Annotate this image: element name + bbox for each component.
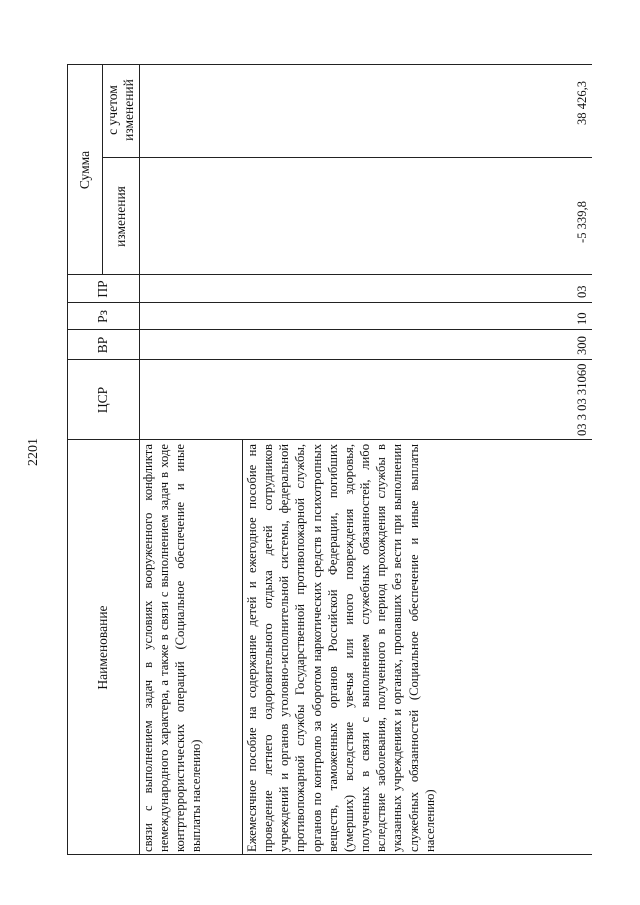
col-divider-rz bbox=[67, 302, 592, 303]
header-changes: изменения bbox=[112, 186, 128, 247]
header-with-changes: с учетом изменений bbox=[104, 79, 136, 141]
header-vr: ВР bbox=[95, 336, 110, 354]
col-divider-pr bbox=[67, 274, 592, 275]
row-2-csr: 03 3 03 31060 bbox=[575, 363, 589, 436]
row-divider bbox=[242, 440, 243, 855]
page-number: 2201 bbox=[26, 438, 41, 466]
row-2-rz: 10 bbox=[575, 312, 589, 325]
row-2-name: Ежемесячное пособие на содержание детей и ежегодное пособие на проведение летнего оздоровительного отдыха детей сотрудников учреждений и органов уголовно-исполнительной системы, федеральной противопожарной службы Государственной противопожарной службы, органов по контролю за оборотом наркотических средств и психотропных веществ, таможенных органов Российской Федерации, погибших (умерших) вследствие увечья или иного повреждения здоровья, полученных в связи с выполнением служебных обязанностей, либо вследствие заболевания, полученного в период прохождения службы в указанных учреждениях и органах, пропавших без вести при выполнении служебных обязанностей (Социальное обеспечение и иные выплаты населению) bbox=[245, 444, 437, 852]
col-divider-vr bbox=[67, 329, 592, 330]
row-2-vr: 300 bbox=[575, 336, 589, 355]
header-rz: Рз bbox=[95, 310, 110, 323]
budget-table bbox=[67, 65, 592, 855]
header-name: Наименование bbox=[95, 605, 110, 690]
col-divider-sum bbox=[102, 157, 592, 158]
row-1-name: связи с выполнением задач в условиях вооруженного конфликта немеждународного характера, а также в связи с выполнением задач в ходе контртеррористических операций (Социальное обеспечение и иные выплаты населению) bbox=[141, 444, 204, 852]
col-divider-csr bbox=[67, 359, 592, 360]
row-2-total: 38 426,3 bbox=[575, 80, 589, 125]
header-pr: ПР bbox=[95, 280, 110, 298]
header-sum: Сумма bbox=[76, 150, 92, 190]
row-2-change: -5 339,8 bbox=[575, 201, 589, 243]
table-left-rule bbox=[67, 854, 592, 855]
col-divider-name bbox=[67, 439, 592, 440]
header-csr: ЦСР bbox=[95, 386, 110, 414]
rotated-table-page bbox=[67, 65, 592, 855]
table-right-rule bbox=[67, 64, 592, 65]
row-2-pr: 03 bbox=[575, 285, 589, 298]
